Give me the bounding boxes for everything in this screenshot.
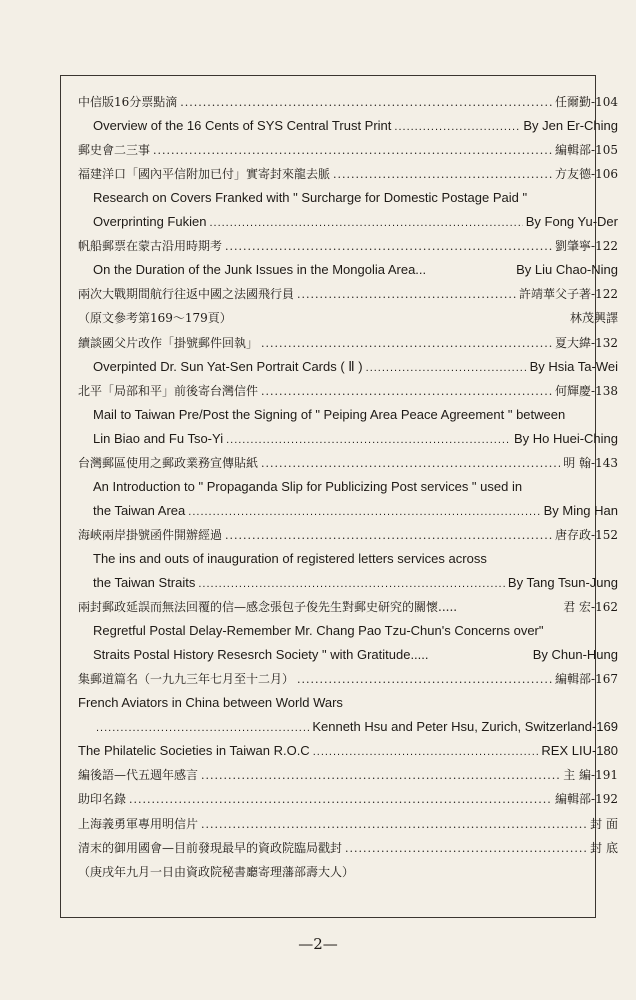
toc-entry-title: 兩次大戰期間航行往返中國之法國飛行員 (78, 287, 295, 302)
dot-leader (261, 381, 552, 402)
dot-leader (225, 525, 552, 546)
toc-entry-title: Lin Biao and Fu Tso-Yi (93, 430, 224, 446)
toc-entry (93, 548, 618, 570)
dot-leader (201, 814, 587, 835)
toc-entry (93, 716, 618, 738)
toc-entry-title: 北平「局部和平」前後寄台灣信件 (78, 383, 259, 398)
dot-leader (394, 116, 520, 137)
toc-entry-author-page: 何輝慶-138 (555, 383, 618, 398)
toc-entry-author-page: 明 翰-143 (563, 455, 618, 470)
dot-leader (96, 717, 309, 738)
toc-entry-author-page: 方友德-106 (555, 167, 618, 182)
toc-entry (93, 356, 618, 378)
toc-entry-title: On the Duration of the Junk Issues in the Mongolia Area... (93, 262, 427, 278)
toc-entry-title: 台灣郵區使用之郵政業務宣傳貼紙 (78, 455, 259, 470)
toc-entry-title: Overpinted Dr. Sun Yat-Sen Portrait Cards ( Ⅱ ) (93, 358, 363, 374)
toc-entry (93, 644, 618, 666)
toc-entry (78, 235, 618, 257)
toc-entry-author-page: By Jen Er-Ching (523, 118, 618, 134)
toc-entry-title: Regretful Postal Delay-Remember Mr. Chang Pao Tzu-Chun's Concerns over" (93, 623, 544, 639)
toc-entry-title: The Philatelic Societies in Taiwan R.O.C (78, 743, 310, 759)
dot-leader (180, 92, 552, 113)
toc-entry-title: 上海義勇軍專用明信片 (78, 816, 199, 831)
toc-entry (93, 404, 618, 426)
toc-entry-title: Mail to Taiwan Pre/Post the Signing of " Peiping Area Peace Agreement " between (93, 406, 566, 422)
toc-entry (78, 861, 618, 883)
dot-leader (261, 333, 552, 354)
dot-leader (198, 573, 505, 594)
toc-entry (78, 764, 618, 786)
toc-entry (93, 476, 618, 498)
toc-entry-title: （庚戌年九月一日由資政院秘書廳寄理藩部壽大人） (78, 864, 355, 879)
toc-entry-title: 帆船郵票在蒙古沿用時期考 (78, 239, 223, 254)
dot-leader (201, 765, 560, 786)
toc-entry-title: Research on Covers Franked with " Surcharge for Domestic Postage Paid " (93, 190, 528, 206)
toc-entry (93, 259, 618, 281)
toc-entry-title: 郵史會二三事 (78, 143, 151, 158)
toc-entry (78, 668, 618, 690)
toc-entry (78, 139, 618, 161)
toc-entry (78, 283, 618, 305)
toc-entry-title: Overview of the 16 Cents of SYS Central Trust Print (93, 118, 392, 134)
toc-entry-author-page: 編輯部-105 (555, 143, 618, 158)
dot-leader (333, 164, 552, 185)
toc-entry-author-page: 編輯部-167 (555, 672, 618, 687)
toc-entry-author-page: By Ming Han (543, 502, 618, 518)
toc-entry (78, 332, 618, 354)
toc-entry-title: （原文參考第169～179頁） (78, 311, 232, 326)
toc-entry-title: 集郵道篇名（一九九三年七月至十二月） (78, 672, 295, 687)
dot-leader (345, 838, 587, 859)
toc-entry-author-page: By Ho Huei-Ching (513, 430, 618, 446)
toc-entry-author-page: REX LIU-180 (541, 743, 618, 759)
toc-entry-title: French Aviators in China between World Wars (78, 695, 343, 711)
dot-leader (261, 453, 560, 474)
toc-entry-title: the Taiwan Area (93, 502, 186, 518)
toc-entry (78, 452, 618, 474)
toc-entry-author-page: 編輯部-192 (555, 792, 618, 807)
toc-entry-author-page: 任爾勤-104 (555, 95, 618, 109)
dot-leader (313, 741, 539, 762)
toc-entry (78, 740, 618, 762)
toc-entry-title: The ins and outs of inauguration of registered letters services across (93, 550, 487, 566)
toc-entry (93, 620, 618, 642)
toc-entry-author-page: 主 編-191 (563, 768, 618, 783)
toc-entry-title: 中信版16分票點滴 (78, 95, 178, 109)
toc-entry-author-page: Kenneth Hsu and Peter Hsu, Zurich, Switzerland-169 (312, 719, 618, 735)
toc-entry (93, 500, 618, 522)
dot-leader (153, 140, 552, 161)
dot-leader (366, 357, 527, 378)
toc-entry-author-page: 許靖華父子著-122 (519, 287, 618, 302)
toc-entry-title: 助印名錄 (78, 792, 127, 807)
toc-entry (78, 380, 618, 402)
toc-entry (78, 163, 618, 185)
toc-entry (78, 692, 618, 714)
dot-leader (225, 236, 552, 257)
toc-entry-title: 編後語—代五週年感言 (78, 768, 199, 783)
toc-entry-author-page: By Chun-Hung (532, 647, 618, 663)
toc-entry-author-page: 夏大緯-132 (555, 335, 618, 350)
dot-leader (297, 284, 516, 305)
toc-entry (93, 428, 618, 450)
toc-entry-author-page: By Tang Tsun-Jung (507, 575, 618, 590)
toc-entry-author-page: 劉肇寧-122 (555, 239, 618, 254)
toc-entry-author-page: 唐存政-152 (555, 527, 618, 542)
toc-entry-author-page: 封 底 (590, 840, 618, 855)
toc-entry-title: 兩封郵政延誤而無法回覆的信—感念張包子俊先生對郵史研究的關懷..... (78, 600, 458, 615)
toc-entry-title: 海峽兩岸掛號函件開辦經過 (78, 527, 223, 542)
toc-entry-title: 福建洋口「國內平信附加已付」實寄封來龍去脈 (78, 167, 331, 182)
dot-leader (297, 669, 552, 690)
toc-entry-title: the Taiwan Straits (93, 575, 196, 590)
toc-entry (78, 788, 618, 810)
toc-entry (93, 187, 618, 209)
toc-entry (93, 115, 618, 137)
page-number: —2— (298, 935, 338, 953)
toc-entry-author-page: 君 宏-162 (563, 600, 618, 615)
dot-leader (209, 212, 522, 233)
toc-entry-author-page: 封 面 (590, 816, 618, 831)
toc-entry-author-page: By Liu Chao-Ning (516, 262, 618, 278)
toc-entry (78, 91, 618, 113)
dot-leader (226, 429, 511, 450)
toc-entry (78, 524, 618, 546)
toc-entry (78, 307, 618, 329)
toc-entry-title: 續談國父片改作「掛號郵件回執」 (78, 335, 259, 350)
toc-entry (78, 837, 618, 859)
toc-entry (78, 813, 618, 835)
toc-entry-title: 清末的御用國會—目前發現最早的資政院臨局戳封 (78, 840, 343, 855)
toc-entry-author-page: By Fong Yu-Der (525, 214, 618, 230)
toc-entry-author-page: 林茂興譯 (569, 311, 618, 326)
toc-entry (93, 211, 618, 233)
toc-entry-author-page: By Hsia Ta-Wei (529, 358, 618, 374)
dot-leader (129, 789, 552, 810)
dot-leader (188, 501, 540, 522)
toc-entry (78, 596, 618, 618)
toc-entry (93, 572, 618, 594)
toc-entry-title: Overprinting Fukien (93, 214, 207, 230)
toc-entry-title: Straits Postal History Resesrch Society " with Gratitude..... (93, 647, 429, 663)
toc-entry-title: An Introduction to " Propaganda Slip for Publicizing Post services " used in (93, 478, 523, 494)
